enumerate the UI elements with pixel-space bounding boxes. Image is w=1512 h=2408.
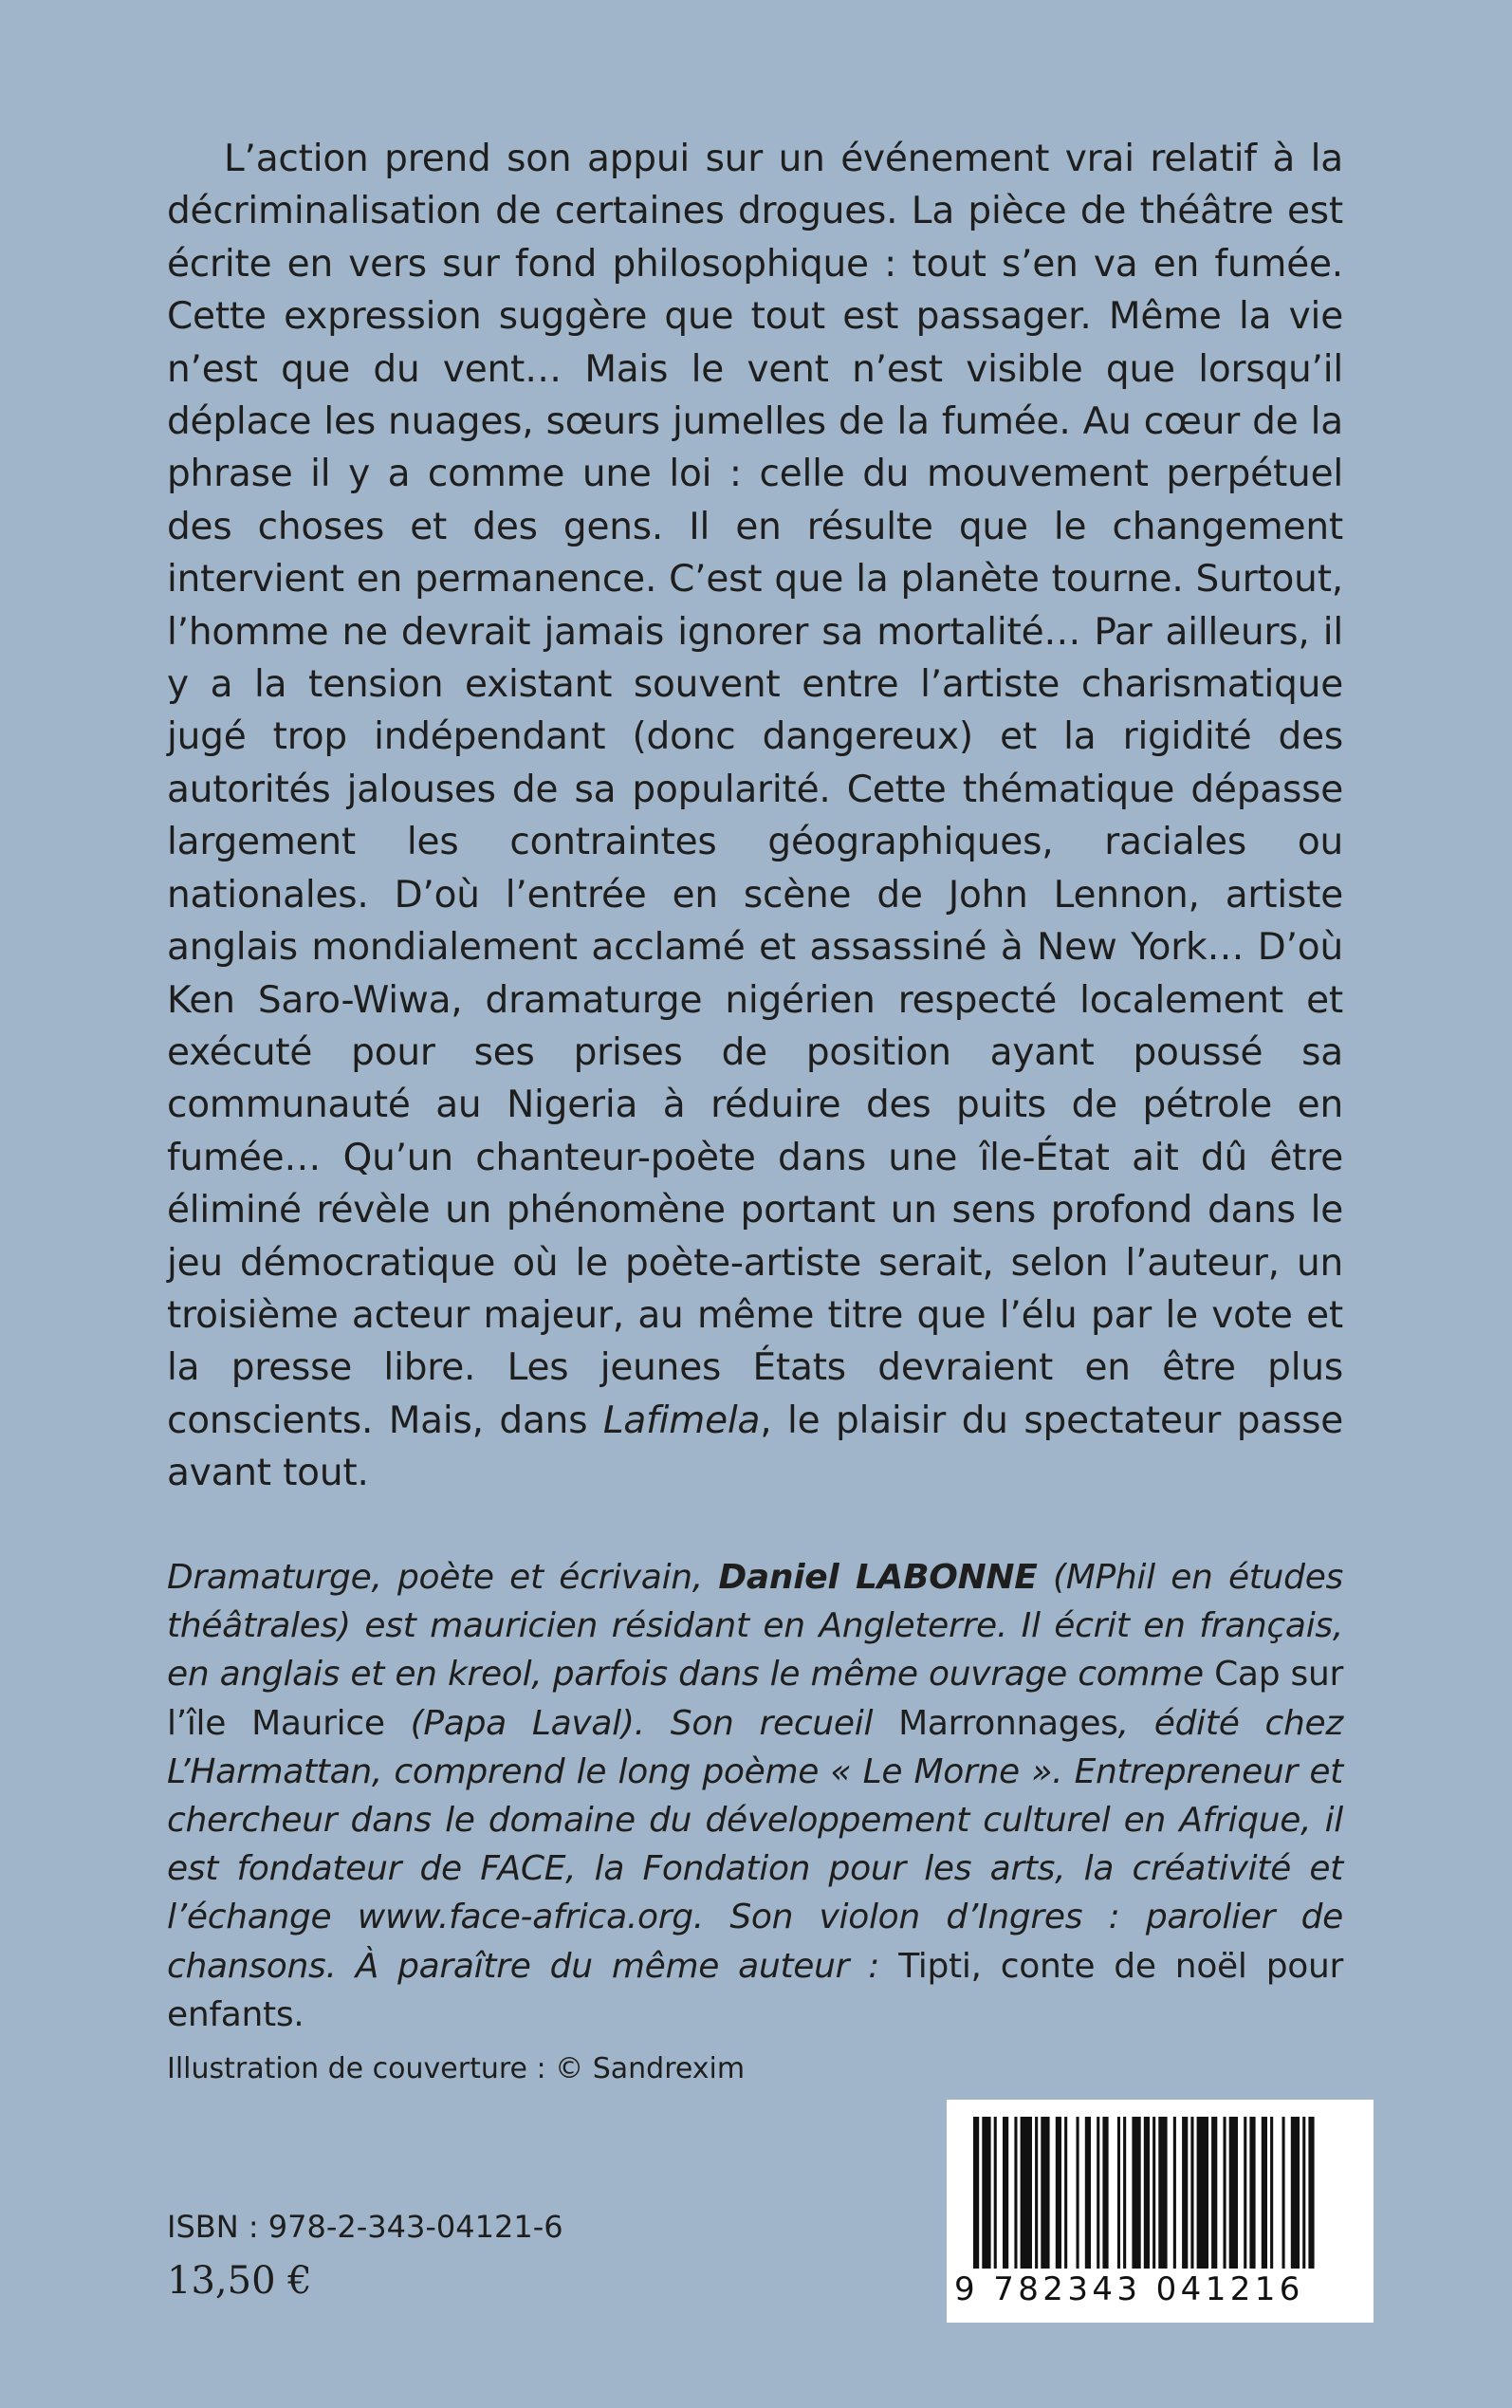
barcode-bar	[1056, 2117, 1061, 2269]
barcode-bar	[1014, 2117, 1017, 2269]
barcode-bar	[1249, 2117, 1255, 2269]
bio-part-2: (Papa Laval). Son recueil	[384, 1703, 899, 1743]
barcode-bar	[1182, 2117, 1188, 2269]
bio-part-1: (MPhil en études théâtrales) est mauricien résidant en Angleterre. Il écrit en français, en anglais et en kreol, parfois dans le même ouvrage comme	[167, 1558, 1343, 1695]
bio-part-3: , édité chez L’Harmattan, comprend le long poème « Le Morne ». Entrepreneur et chercheur dans le domaine du développement culturel en Afrique, il est fondateur de FACE, la Fondation pour les arts, la créativité et l’échange www.face-africa.org. Son violon d’Ingres : parolier de chansons. À paraître du même auteur :	[167, 1703, 1343, 1986]
barcode-bar	[973, 2117, 979, 2269]
barcode-bar	[1211, 2117, 1217, 2269]
summary-text: L’action prend son appui sur un événement vrai relatif à la décriminalisation de certaines drogues. La pièce de théâtre est écrite en vers sur fond philosophique : tout s’en va en fumée. Cette expression suggère que tout est passager. Même la vie n’est que du vent… Mais le vent n’est visible que lorsqu’il déplace les nuages, sœurs jumelles de la fumée. Au cœur de la phrase il y a comme une loi : celle du mouvement perpétuel des choses et des gens. Il en résulte que le changement intervient en permanence. C’est que la planète tourne. Surtout, l’homme ne devrait jamais ignorer sa mortalité… Par ailleurs, il y a la tension existant souvent entre l’artiste charismatique jugé trop indépendant (donc dangereux) et la rigidité des autorités jalouses de sa popularité. Cette thématique dépasse largement les contraintes géographiques, raciales ou nationales. D’où l’entrée en scène de John Lennon, artiste anglais mondialement acclamé et assassiné à New York… D’où Ken Saro-Wiwa, dramaturge nigérien respecté localement et exécuté pour ses prises de position ayant poussé sa communauté au Nigeria à réduire des puits de pétrole en fumée… Qu’un chanteur-poète dans une île-État ait dû être éliminé révèle un phénomène portant un sens profond dans le jeu démocratique où le poète-artiste serait, selon l’auteur, un troisième acteur majeur, au même titre que l’élu par le vote et la presse libre. Les jeunes États devraient en être plus conscients. Mais, dans	[167, 138, 1343, 1442]
barcode-bar	[1244, 2117, 1246, 2269]
barcode-bar	[1021, 2117, 1032, 2269]
bio-book-2: Marronnages	[898, 1703, 1118, 1743]
barcode-bar	[1077, 2117, 1079, 2269]
barcode-bar	[1123, 2117, 1126, 2269]
barcode-bar	[1041, 2117, 1049, 2269]
barcode-bar	[1282, 2117, 1285, 2269]
book-summary	[167, 133, 1343, 1500]
barcode-bar	[1173, 2117, 1176, 2269]
isbn-label: ISBN : 978-2-343-04121-6	[167, 2209, 563, 2245]
barcode-bar	[1291, 2117, 1300, 2269]
author-bio	[167, 1553, 1343, 2039]
barcode-bar	[1190, 2117, 1193, 2269]
barcode-bar	[982, 2117, 990, 2269]
barcode-bar	[1224, 2117, 1226, 2269]
summary-paragraph	[167, 133, 1343, 1500]
summary-play-title: Lafimela	[602, 1398, 761, 1442]
barcode-bar	[1085, 2117, 1091, 2269]
barcode-bar	[1270, 2117, 1273, 2269]
barcode-bar	[1097, 2117, 1099, 2269]
barcode-bar	[1152, 2117, 1155, 2269]
barcode-bar	[1132, 2117, 1140, 2269]
barcode-bar	[1117, 2117, 1120, 2269]
cover-illustration-credit: Illustration de couverture : © Sandrexim	[167, 2052, 746, 2085]
barcode-bar	[1035, 2117, 1038, 2269]
price-label: 13,50 €	[167, 2259, 312, 2303]
barcode-bar	[1158, 2117, 1167, 2269]
barcode	[947, 2100, 1374, 2323]
barcode-bar	[1262, 2117, 1267, 2269]
bio-book-1: Cap sur l’île Maurice	[167, 1655, 1343, 1743]
author-name: Daniel LABONNE	[718, 1558, 1038, 1597]
barcode-digits: 9 782343 041216	[954, 2270, 1304, 2308]
bio-lead: Dramaturge, poète et écrivain,	[167, 1558, 719, 1597]
barcode-bar	[1302, 2117, 1305, 2269]
barcode-bar	[1102, 2117, 1108, 2269]
barcode-bar	[1003, 2117, 1008, 2269]
bio-book-3: Tipti, conte de noël pour enfants.	[167, 1946, 1343, 2034]
barcode-bar	[994, 2117, 997, 2269]
summary-text-end: , le plaisir du spectateur passe avant tout.	[167, 1398, 1344, 1495]
barcode-bar	[1064, 2117, 1067, 2269]
barcode-bar	[1144, 2117, 1150, 2269]
barcode-bar	[1229, 2117, 1238, 2269]
barcode-bar	[1308, 2117, 1314, 2269]
barcode-bar	[1197, 2117, 1208, 2269]
